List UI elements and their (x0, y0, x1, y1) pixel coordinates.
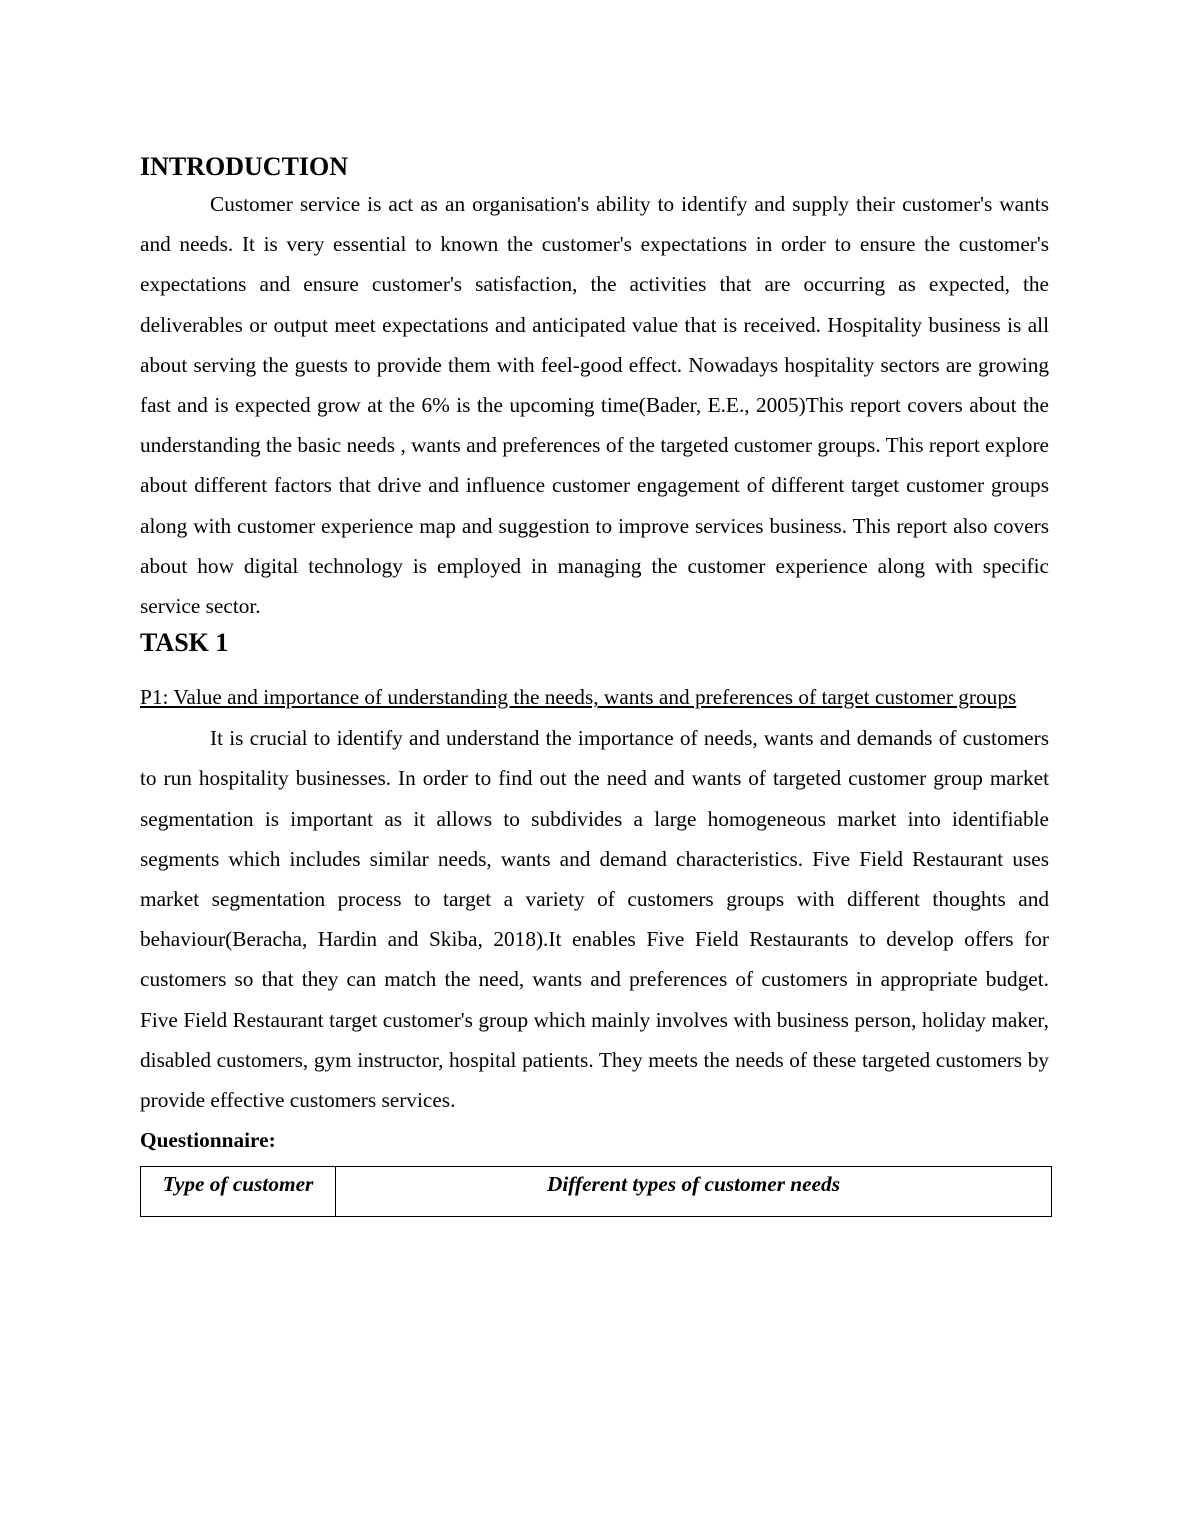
task1-heading: TASK 1 (140, 628, 229, 658)
questionnaire-label: Questionnaire: (140, 1128, 276, 1153)
p1-subheading: P1: Value and importance of understanding the needs, wants and preferences of target customer groups (140, 685, 1017, 710)
p1-paragraph: It is crucial to identify and understand the importance of needs, wants and demands of customers to run hospitality businesses. In order to find out the need and wants of targeted customer group market segmentation is important as it allows to subdivides a large homogeneous market into identifiable segments which includes similar needs, wants and demand characteristics. Five Field Restaurant uses market segmentation process to target a variety of customers groups with different thoughts and behaviour(Beracha, Hardin and Skiba, 2018).It enables Five Field Restaurants to develop offers for customers so that they can match the need, wants and preferences of customers in appropriate budget. Five Field Restaurant target customer's group which mainly involves with business person, holiday maker, disabled customers, gym instructor, hospital patients. They meets the needs of these targeted customers by provide effective customers services. (140, 726, 1049, 1113)
introduction-heading: INTRODUCTION (140, 152, 349, 181)
table-header-row (141, 1167, 1052, 1217)
introduction-paragraph: Customer service is act as an organisation's ability to identify and supply their customer's wants and needs. It is very essential to known the customer's expectations in order to ensure the customer's expectations and ensure customer's satisfaction, the activities that are occurring as expected, the deliverables or output meet expectations and anticipated value that is received. Hospitality business is all about serving the guests to provide them with feel-good effect. Nowadays hospitality sectors are growing fast and is expected grow at the 6% is the upcoming time(Bader, E.E., 2005)This report covers about the understanding the basic needs , wants and preferences of the targeted customer groups. This report explore about different factors that drive and influence customer engagement of different target customer groups along with customer experience map and suggestion to improve services business. This report also covers about how digital technology is employed in managing the customer experience along with specific service sector. (140, 192, 1049, 619)
questionnaire-table (140, 1166, 1052, 1217)
header-customer-needs: Different types of customer needs (336, 1167, 1052, 1217)
header-type-of-customer: Type of customer (141, 1167, 336, 1217)
document-page (140, 150, 1049, 1217)
